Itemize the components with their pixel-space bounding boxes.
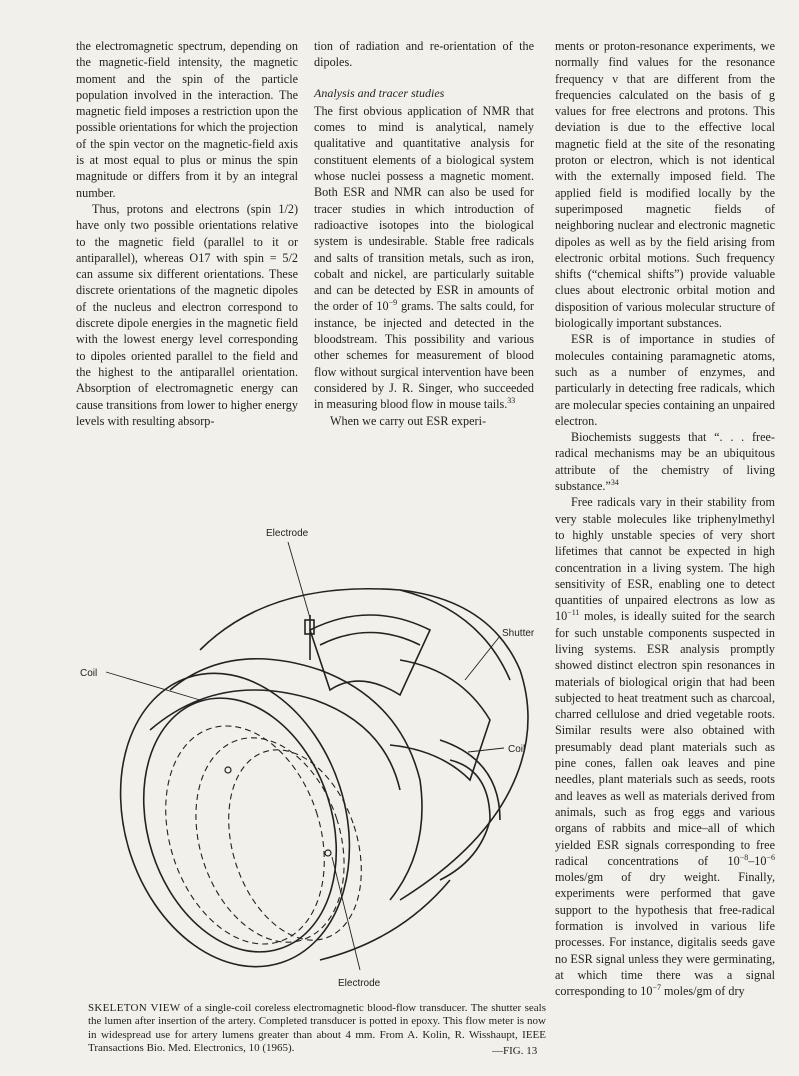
transducer-drawing [84,589,528,990]
caption-lead: SKELETON VIEW [88,1002,181,1014]
reference-mark: 34 [610,477,619,487]
paragraph [555,429,775,494]
reference-mark: 33 [507,396,516,406]
text-run: moles/gm of dry [661,984,745,999]
transducer-figure [70,520,550,990]
figure-caption [88,1002,546,1056]
text-run: Biochemists suggests that “. . . free-radical mechanisms may be an ubiquitous attribute of the chemistry of living substance.” [555,430,775,494]
label-coil-right: Coil [508,744,526,755]
text-run: moles, is ideally suited for the search for such unstable components suspected in living systems. ESR analysis promptly showed distinct electron spin resonances in materials of biological origin that had been subjected to heat treatment such as charcoal, charred cellulose and dried vegetable roots. Similar results were also obtained with presumably dead plant materials such as pine cones, fallen oak leaves and pine needles, plant materials such as seeds, roots and leaves as well as materials derived from animals, such as frog eggs and various organs of rabbits and mice–all of which yielded ESR signals corresponding to free radical concentrations of 10 [555,609,775,868]
paragraph: tion of radiation and re-orientation of the dipoles. [314,39,534,70]
superscript: −6 [766,852,775,862]
caption-text: of a single-coil coreless electromagnetic blood-flow transducer. The shutter seals the lumen after insertion of the artery. Completed transducer is potted in epoxy. This flow meter is now in widespread use for artery lumens greater than about 4 mm. From A. Kolin, R. Wisshaupt, IEEE Transactions Bio. Med. Electronics, 10 (1965). [88,1002,547,1055]
text-column-1 [76,38,298,429]
paragraph: ESR is of importance in studies of molecules containing paramagnetic atoms, such as a number of enzymes, and particularly in detecting free radicals, which are molecular species containing an unpaired electron. [555,332,775,428]
text-run: –10 [748,853,767,868]
paragraph [555,494,775,999]
figure-number: —FIG. 13 [492,1045,538,1057]
text-run: moles/gm of dry weight. Finally, experiments were performed that gave support to the hypothesis that free-radical formation is involved in various life processes. For instance, digitalis seeds gave no ESR signal unless they were germinating, at which time there was a signal corresponding to 10 [555,870,775,999]
paragraph: ments or proton-resonance experiments, we normally find values for the resonance frequency ν that are different from the frequencies calculated on the basis of g values for free electrons and protons. This deviation is due to the effective local magnetic field at the site of the resonating proton or electron, which is not identical with the externally imposed field. The applied field is modified locally by the superimposed magnetic fields of neighboring nuclear and electronic magnetic dipoles as well as by the field arising from electronic orbital motions. Such frequency shifts (“chemical shifts”) provide valuable clues about electronic orbital motion and disposition of various molecular structure of biologically important substances. [555,39,775,331]
paragraph: the electromagnetic spectrum, depending on the magnetic-field intensity, the magnetic moment and the spin of the particle population involved in the interaction. The magnetic field imposes a restriction upon the possible orientations for which the projection of the spin vector on the magnetic-field axis is at most equal to plus or minus the spin magnitude or differs from it by an integral number. [76,39,298,200]
paragraph: When we carry out ESR experi- [330,413,487,428]
text-run: The first obvious application of NMR that comes to mind is analytical, namely qualitative and quantitative analysis for constituent elements of a biological system whose nuclei possess a magnetic moment. Both ESR and NMR can also be used for tracer studies in which introduction of radioactive isotopes into the biological system is undesirable. Stable free radicals and salts of transition metals, such as iron, cobalt and nickel, are particularly suitable and can be detected by ESR in amounts of the order of 10 [314,103,534,314]
electrode-dot [225,767,231,773]
superscript: −9 [388,298,398,308]
label-electrode-bottom: Electrode [338,978,381,989]
label-shutter: Shutter [502,628,535,639]
paragraph: Thus, protons and electrons (spin 1/2) have only two possible orientations relative to the magnetic field (parallel to it or antiparallel), whereas O17 with spin = 5/2 can assume six different orientations. These discrete orientations of the magnetic dipoles of the nucleus and electron correspond to discrete dipole energies in the magnetic field with the lowest energy level corresponding to dipoles oriented parallel to the field and the highest to the antiparallel orientation. Absorption of electromagnetic energy can cause transitions from lower to higher energy levels with resulting absorp- [76,201,298,428]
text-column-2 [314,38,534,429]
superscript: −7 [652,983,661,993]
label-coil-left: Coil [80,668,98,679]
section-heading: Analysis and tracer studies [314,85,445,100]
superscript: −8 [739,852,749,862]
lumen-dashed-lines [139,705,384,964]
text-run: Free radicals vary in their stability from very stable molecules like triphenylmethyl to highly unstable species of very short lifetimes that cannot be expected in high concentration in a living system. The high sensitivity of ESR, enabling one to detect quantities of unpaired electrons as low as 10 [555,495,775,624]
text-column-3 [555,38,775,1000]
text-run: grams. The salts could, for instance, be injected and detected in the bloodstream. This possibility and various other schemes for measurement of blood flow without surgical intervention have been considered by J. R. Singer, who succeeded in measuring blood flow in mouse tails. [314,299,534,412]
label-electrode-top: Electrode [266,528,309,539]
electrode-dot [325,850,331,856]
superscript: −11 [567,608,580,618]
paragraph [314,103,534,413]
